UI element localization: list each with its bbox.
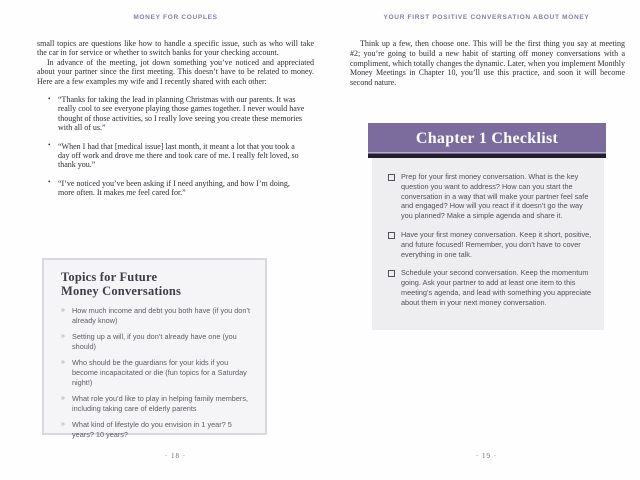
topics-item-text: Setting up a will, if you don’t already have one (you should) bbox=[72, 332, 237, 351]
arrow-bullet-icon: » bbox=[61, 333, 65, 341]
topics-box-title-line1: Topics for Future bbox=[61, 270, 158, 284]
arrow-bullet-icon: » bbox=[61, 307, 65, 314]
topics-box-title-line2: Money Conversations bbox=[61, 283, 182, 298]
quote-text: “I’ve noticed you’ve been asking if I need anything, and how I’m doing, more often. It makes me feel cared for.” bbox=[58, 178, 290, 198]
topics-box-title bbox=[61, 271, 255, 298]
topics-box bbox=[42, 258, 267, 439]
body-paragraph: In advance of the meeting, jot down something you’ve noticed and appreciated about your partner since the first meeting. This doesn’t have to be related to money. Here are a few examples my wife and I recently shared with each other: bbox=[37, 57, 314, 86]
checkbox-icon bbox=[388, 232, 395, 239]
page-right bbox=[348, 0, 625, 480]
page-left bbox=[37, 0, 314, 480]
quote-item bbox=[48, 94, 307, 133]
topics-item-text: What kind of lifestyle do you envision in 1 year? 5 years? 10 years? bbox=[72, 420, 232, 439]
topics-item-text: Who should be the guardians for your kids if you become incapacitated or die (fun topics for a Saturday night!) bbox=[72, 358, 247, 387]
running-head-right: YOUR FIRST POSITIVE CONVERSATION ABOUT MONEY bbox=[383, 14, 590, 21]
topics-list-item bbox=[61, 420, 251, 439]
body-paragraph: Think up a few, then choose one. This will be the first thing you say at meeting #2; you’re going to build a new habit of starting off money conversations with a compliment, which totally changes the dynamic. Later, when you implement Monthly Money Meetings in Chapter 10, you’ll use this practice, and soon it will become second nature. bbox=[350, 39, 625, 88]
topics-list-item bbox=[61, 306, 251, 325]
quote-text: “Thanks for taking the lead in planning Christmas with our parents. It was really cool to see everyone playing those games together. I never would have thought of those activities, so I really love seeing you create these memories with all of us.” bbox=[58, 95, 305, 133]
quote-text: “When I had that [medical issue] last month, it meant a lot that you took a day off work and drove me there and took care of me. I really felt loved, so thank you.” bbox=[58, 141, 299, 170]
checkbox-icon bbox=[388, 174, 395, 181]
arrow-bullet-icon: » bbox=[61, 421, 65, 429]
bullet-icon: • bbox=[48, 94, 51, 103]
quote-item bbox=[48, 178, 307, 198]
bullet-icon: • bbox=[48, 178, 51, 187]
page-number-left: · 18 · bbox=[164, 452, 187, 460]
quote-item bbox=[48, 141, 307, 170]
checklist-panel bbox=[372, 158, 604, 330]
body-paragraph: small topics are questions like how to handle a specific issue, such as who will take the car in for service or whether to switch banks for your checking account. bbox=[37, 39, 314, 58]
checklist-banner bbox=[368, 123, 606, 158]
running-head-left: MONEY FOR COUPLES bbox=[133, 14, 218, 21]
topics-list-item bbox=[61, 332, 251, 351]
arrow-bullet-icon: » bbox=[61, 359, 65, 367]
arrow-bullet-icon: » bbox=[61, 395, 65, 403]
banner-rule bbox=[368, 152, 606, 153]
quote-list bbox=[37, 95, 314, 198]
topics-list-item bbox=[61, 394, 251, 413]
checklist-item bbox=[388, 230, 592, 259]
page-number-right: · 19 · bbox=[475, 452, 498, 460]
topics-item-text: How much income and debt you both have (if you don’t already know) bbox=[72, 306, 251, 325]
topics-list bbox=[61, 306, 251, 440]
checklist-item-text: Prep for your first money conversation. What is the key question you want to address? How can you start the conversation in a way that will make your partner feel safe and engaged? How will you react if it doesn’t go the way you planned? Make a simple agenda and share it. bbox=[401, 172, 589, 221]
topics-item-text: What role you’d like to play in helping family members, including taking care of elderly parents bbox=[72, 394, 249, 413]
checklist-item-text: Schedule your second conversation. Keep the momentum going. Ask your partner to add at least one item to this meeting’s agenda, and lead with something you appreciate about them in your next money conversation. bbox=[401, 268, 592, 307]
checklist-banner-title: Chapter 1 Checklist bbox=[415, 129, 559, 147]
checklist-item bbox=[388, 268, 592, 307]
checklist-item-text: Have your first money conversation. Keep it short, positive, and future focused! Remember, you don’t have to cover everything in one talk. bbox=[401, 229, 592, 259]
bullet-icon: • bbox=[48, 141, 51, 150]
left-body-block bbox=[37, 39, 314, 207]
checklist-item bbox=[388, 172, 592, 221]
checkbox-icon bbox=[388, 270, 395, 277]
topics-list-item bbox=[61, 358, 251, 387]
